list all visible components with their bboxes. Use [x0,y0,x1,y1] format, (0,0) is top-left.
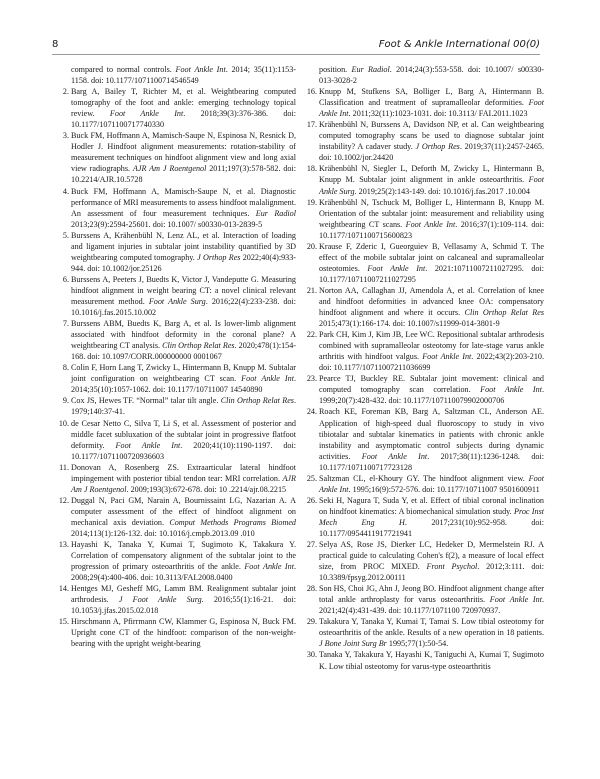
reference-text: . 2014; 35(11):1153-1158. doi: 10.1177/1071100714546549 [71,65,296,86]
reference-number: 11. [59,462,69,472]
references-right-column [303,64,544,672]
reference-number: 2. [62,87,69,97]
reference-text: . 2014;24(3):553-558. doi: 10.1007/ s00330-013-3028-2 [319,65,545,86]
reference-item [55,274,296,318]
reference-number: 24. [306,407,317,417]
reference-text: Burssens A, Krähenbühl N, Lenz AL, et al. Interaction of loading and ligament injuries in subtalar joint instability quantified by 3D weightbearing computed tomography. [71,230,296,262]
reference-item [303,616,544,649]
reference-number: 25. [306,473,317,483]
journal-name: Foot Ankle Int [241,374,294,384]
journal-title: Foot & Ankle International 00(0) [378,39,540,50]
reference-text: Norton AA, Callaghan JJ, Amendola A, et al. Correlation of knee and hindfoot deformities in advanced knee OA: compensatory hindfoot alignment and where it occurs. [319,285,544,318]
journal-name: Clin Orthop Relat Res [162,341,235,351]
reference-text: . 1979;140:37-41. [71,396,296,417]
reference-item [55,362,296,395]
reference-number: 28. [306,584,317,594]
reference-text: . 2020;41(10):1190-1197. doi: 10.1177/1071100720936603 [71,440,296,461]
reference-text: compared to normal controls. [71,65,176,74]
reference-text: Seki H, Nagura T, Suda Y, et al. Effect of tibial coronal inclination on hindfoot kinematics: A biomechanical simulation study. [319,495,544,516]
reference-text: . 2011;32(11):1023-1031. doi: 10.3113/ FAI.2011.1023 [348,109,528,119]
reference-text: . 2021;42(4):431-439. doi: 10.1177/1071100 720970937. [319,595,544,616]
reference-text: . 2016;37(1):109-114. doi: 10.1177/1071100715600823 [319,219,544,240]
reference-number: 3. [62,131,69,141]
reference-text: Hentges MJ, Gesheff MG, Lamm BM. Realignment subtalar joint arthrodesis. [71,584,296,605]
reference-text: Pearce TJ, Buckley RE. Subtalar joint movement: clinical and computed tomography scan correlation. [319,374,544,395]
reference-item [303,197,544,241]
reference-item [55,230,296,274]
reference-item [55,86,296,130]
references-left-column [55,64,296,649]
reference-number: 29. [306,617,317,627]
journal-name: Foot Ankle Int [115,440,181,450]
reference-number: 14. [58,584,69,594]
reference-text: . 2022;43(2):203-210. doi: 10.1177/10711007211036699 [319,352,544,373]
reference-item [303,649,544,671]
journal-name: J Orthop Res [197,252,241,262]
reference-item [303,539,544,583]
reference-text: . 2017;38(11):1236-1248. doi: 10.1177/1071100717723128 [319,451,544,472]
reference-item [55,616,296,649]
reference-number: 17. [306,120,317,130]
journal-name: Foot Ankle Int [361,451,428,461]
page-number: 8 [52,39,59,50]
reference-number: 16. [306,87,317,97]
reference-number: 7. [62,319,69,329]
reference-item [303,583,544,616]
reference-text: Hayashi K, Tanaka Y, Kumai T, Sugimoto K, Takakura Y. Correlation of compensatory alignment of the subtalar joint to the progression of primary osteoarthritis of the ankle. [71,540,296,572]
journal-name: Comput Methods Programs Biomed [169,517,296,527]
journal-name: Foot Ankle Int [109,109,184,119]
journal-name: Foot Ankle Int [319,98,544,119]
reference-text: Krähenbühl N, Tschuck M, Bolliger L, Hintermann B, Knupp M. Orientation of the subtalar joint: measurement and reliability using weightbearing CT scans. [319,197,544,229]
reference-text: Selya AS, Rose JS, Dierker LC, Hedeker D, Mermelstein RJ. A practical guide to calculating Cohen's f(2), a measure of local effect size, from PROC MIXED. [319,540,544,572]
reference-item [303,285,544,329]
journal-name: J Orthop Res [415,142,460,152]
reference-number: 6. [62,274,69,284]
reference-text: . 2020;478(1):154-168. doi: 10.1097/CORR.000000000 0001067 [71,341,296,362]
reference-text: Krähenbühl N, Burssens A, Davidson NP, et al. Can weightbearing computed tomography scans be used to diagnose subtalar joint instability? A cadaver study. [319,120,544,152]
reference-text: Buck FM, Hoffmann A, Mamisch-Saupe N, et al. Diagnostic performance of MRI measurements to assess hindfoot malalignment. An assessment of four measurement techniques. [71,186,296,218]
journal-name: Foot Ankle Surg [148,296,206,306]
reference-item [303,119,544,163]
reference-text: Saltzman CL, el-Khoury GY. The hindfoot alignment view. [319,473,529,483]
reference-continuation [55,64,296,86]
journal-name: Foot Ankle Int [367,263,426,273]
journal-name: AJR Am J Roentgenol [71,473,296,494]
journal-name: Foot Ankle Int [319,473,544,494]
reference-text: Barg A, Bailey T, Richter M, et al. Weightbearing computed tomography of the foot and ankle: emerging technology topical review. [71,87,296,119]
journal-name: Foot Ankle Int [489,595,542,605]
reference-number: 5. [62,230,69,240]
journal-name: Foot Ankle Int [480,385,542,395]
reference-item [303,241,544,285]
reference-text: Son HS, Choi JG, Ahn J, Jeong BO. Hindfoot alignment change after total ankle arthroplasty for varus osteoarthritis. [319,584,544,605]
reference-item [55,495,296,539]
reference-text: . 2021:10711007211027295. doi: 10.1177/10711007211027295 [319,263,544,284]
reference-text: 2015;473(1):166-174. doi: 10.1007/s11999-014-3801-9 [319,319,500,329]
reference-item [55,130,296,185]
reference-item [55,462,296,495]
reference-text: . 2009;193(3):672-678. doi: 10 .2214/ajr.08.2215 [126,484,287,494]
reference-item [303,473,544,495]
reference-text: . 2018;39(3):376-386. doi: 10.1177/1071100717740330 [71,109,296,130]
reference-text: Colin F, Horn Lang T, Zwicky L, Hintermann B, Knupp M. Subtalar joint configuration on weightbearing CT scan. [71,363,296,384]
reference-text: Burssens ABM, Buedts K, Barg A, et al. Is lower-limb alignment associated with hindfoot deformity in the coronal plane? A weightbearing CT analysis. [71,319,296,351]
journal-name: Clin Orthop Relat Res [464,308,544,318]
journal-name: Foot Ankle Surg [319,175,544,196]
reference-text: . 2014;35(10):1057-1062. doi: 10.1177/10711007 14540890 [71,374,296,395]
reference-item [55,418,296,462]
reference-item [303,163,544,196]
reference-text: 2022;40(4):933-944. doi: 10.1002/jor.25126 [71,252,296,273]
reference-item [303,329,544,373]
reference-text: . 2019;37(11):2457-2465. doi: 10.1002/jor.24420 [319,142,544,163]
reference-text: Park CH, Kim J, Kim JB, Lee WC. Repositional subtalar arthrodesis combined with supramalleolar osteotomy for late-stage varus ankle arthritis with hindfoot valgus. [319,330,544,362]
reference-continuation [303,64,544,86]
journal-name: Foot Ankle Int [244,562,294,572]
reference-item [55,395,296,417]
journal-name: Front Psychol [426,562,478,572]
journal-name: J Bone Joint Surg Br [319,639,387,649]
journal-name: Foot Ankle Int [422,352,472,362]
reference-text: 2014;113(1):126-132. doi: 10.1016/j.cmpb.2013.09 .010 [71,528,255,538]
reference-text: . 1995;16(9):572-576. doi: 10.1177/10711007 9501600911 [348,484,540,494]
reference-item [303,373,544,406]
reference-text: 2013;23(9):2594-25601. doi: 10.1007/ s00330-013-2839-5 [71,219,263,229]
journal-name: Eur Radiol [351,65,390,74]
reference-text: . 2012;3:111. doi: 10.3389/fpsyg.2012.00111 [319,562,544,583]
reference-text: Tanaka Y, Takakura Y, Hayashi K, Taniguchi A, Kumai T, Sugimoto K. Low tibial osteotomy for varus-type osteoarthritis [319,650,544,671]
journal-name: Eur Radiol [255,208,296,218]
reference-number: 8. [62,363,69,373]
reference-item [303,86,544,119]
reference-text: . 2016;22(4):233-238. doi: 10.1016/j.fas.2015.10.002 [71,296,296,318]
reference-text: Takakura Y, Tanaka Y, Kumai T, Tamai S. Low tibial osteotomy for osteoarthritis of the ankle. Results of a new operation in 18 patients. [319,617,544,638]
journal-name: Proc Inst Mech Eng H [319,506,544,527]
reference-text: Burssens A, Peeters J, Buedts K, Victor J, Vandeputte G. Measuring hindfoot alignment in weight bearing CT: a novel clinical relevant measurement method. [71,274,296,306]
reference-text: Cox JS, Hewes TF. “Normal” talar tilt angle. [71,396,221,406]
reference-number: 19. [306,197,317,207]
reference-number: 26. [306,495,317,505]
journal-name: Foot Ankle Int [405,219,456,229]
reference-text: de Cesar Netto C, Silva T, Li S, et al. Assessment of posterior and middle facet subluxation of the subtalar joint in progressive flatfoot deformity. [71,418,296,450]
reference-item [55,583,296,616]
reference-item [303,406,544,472]
reference-number: 13. [58,540,69,550]
reference-text: . 2017;231(10):952-958. doi: 10.1177/0954411917721941 [319,517,544,538]
reference-number: 10. [58,418,69,428]
journal-name: Foot Ankle Int [175,65,226,74]
reference-number: 22. [306,330,317,340]
reference-text: . 2019;25(2):143-149. doi: 10.1016/j.fas.2017 .10.004 [354,186,530,196]
reference-text: position. [319,65,352,74]
reference-number: 30. [306,650,317,660]
journal-name: J Foot Ankle Surg [118,595,202,605]
reference-text: Krähenbühl N, Siegler L, Deforth M, Zwicky L, Hintermann B, Knupp M. Subtalar joint alignment in ankle osteoarthritis. [319,164,544,185]
reference-item [55,318,296,362]
reference-item [55,539,296,583]
reference-text: Krause F, Zderic I, Gueorguiev B, Vellasamy A, Schmid T. The effect of the mobile subtalar joint on calcaneal and supramalleolar osteotomies. [319,241,544,273]
reference-text: 1995;77(1):50-54. [386,639,449,649]
journal-name: AJR Am J Roentgenol [132,164,207,174]
reference-number: 15. [58,617,69,627]
reference-text: Hirschmann A, Pfirrmann CW, Klammer G, Espinosa N, Buck FM. Upright cone CT of the hindfoot: comparison of the non-weight-bearing with the upright weight-bearing [71,617,296,649]
reference-text: 2011;197(3):578-582. doi: 10.2214/AJR.10.5728 [71,164,296,185]
reference-text: Duggal N, Paci GM, Narain A, Bournissaint LG, Nazarian A. A computer assessment of the effect of hindfoot alignment on mechanical axis deviation. [71,495,296,527]
reference-text: . 1999;20(7):428-432. doi: 10.1177/107110079902000706 [319,385,544,406]
reference-text: Roach KE, Foreman KB, Barg A, Saltzman CL, Anderson AE. Application of high-speed dual fluoroscopy to study in vivo tibiotalar and subtalar kinematics in patients with chronic ankle instability and asymptomatic control subjects during dynamic activities. [319,407,544,461]
reference-number: 9. [62,396,69,406]
reference-text: Knupp M, Stufkens SA, Bolliger L, Barg A, Hintermann B. Classification and treatment of supramalleolar deformities. [319,87,544,108]
reference-item [55,186,296,230]
reference-number: 23. [306,374,317,384]
reference-text: Donovan A, Rosenberg ZS. Extraarticular lateral hindfoot impingement with posterior tibial tendon tear: MRI correlation. [71,462,296,483]
running-header [52,38,540,55]
reference-text: Buck FM, Hoffmann A, Mamisch-Saupe N, Espinosa N, Resnick D, Hodler J. Hindfoot alignment measurements: rotation-stability of measurement techniques on hindfoot alignment view and long axial view radiographs. [71,131,296,174]
reference-number: 12. [58,495,69,505]
reference-number: 20. [306,241,317,251]
reference-number: 18. [306,164,317,174]
reference-number: 21. [306,285,317,295]
journal-name: Clin Orthop Relat Res [220,396,294,406]
reference-item [303,495,544,539]
reference-number: 27. [306,540,317,550]
reference-text: . 2016;55(1):16-21. doi: 10.1053/j.jfas.2015.02.018 [71,595,296,616]
reference-text: . 2008;29(4):400-406. doi: 10.3113/FAI.2008.0400 [71,562,296,583]
reference-number: 4. [62,186,69,196]
